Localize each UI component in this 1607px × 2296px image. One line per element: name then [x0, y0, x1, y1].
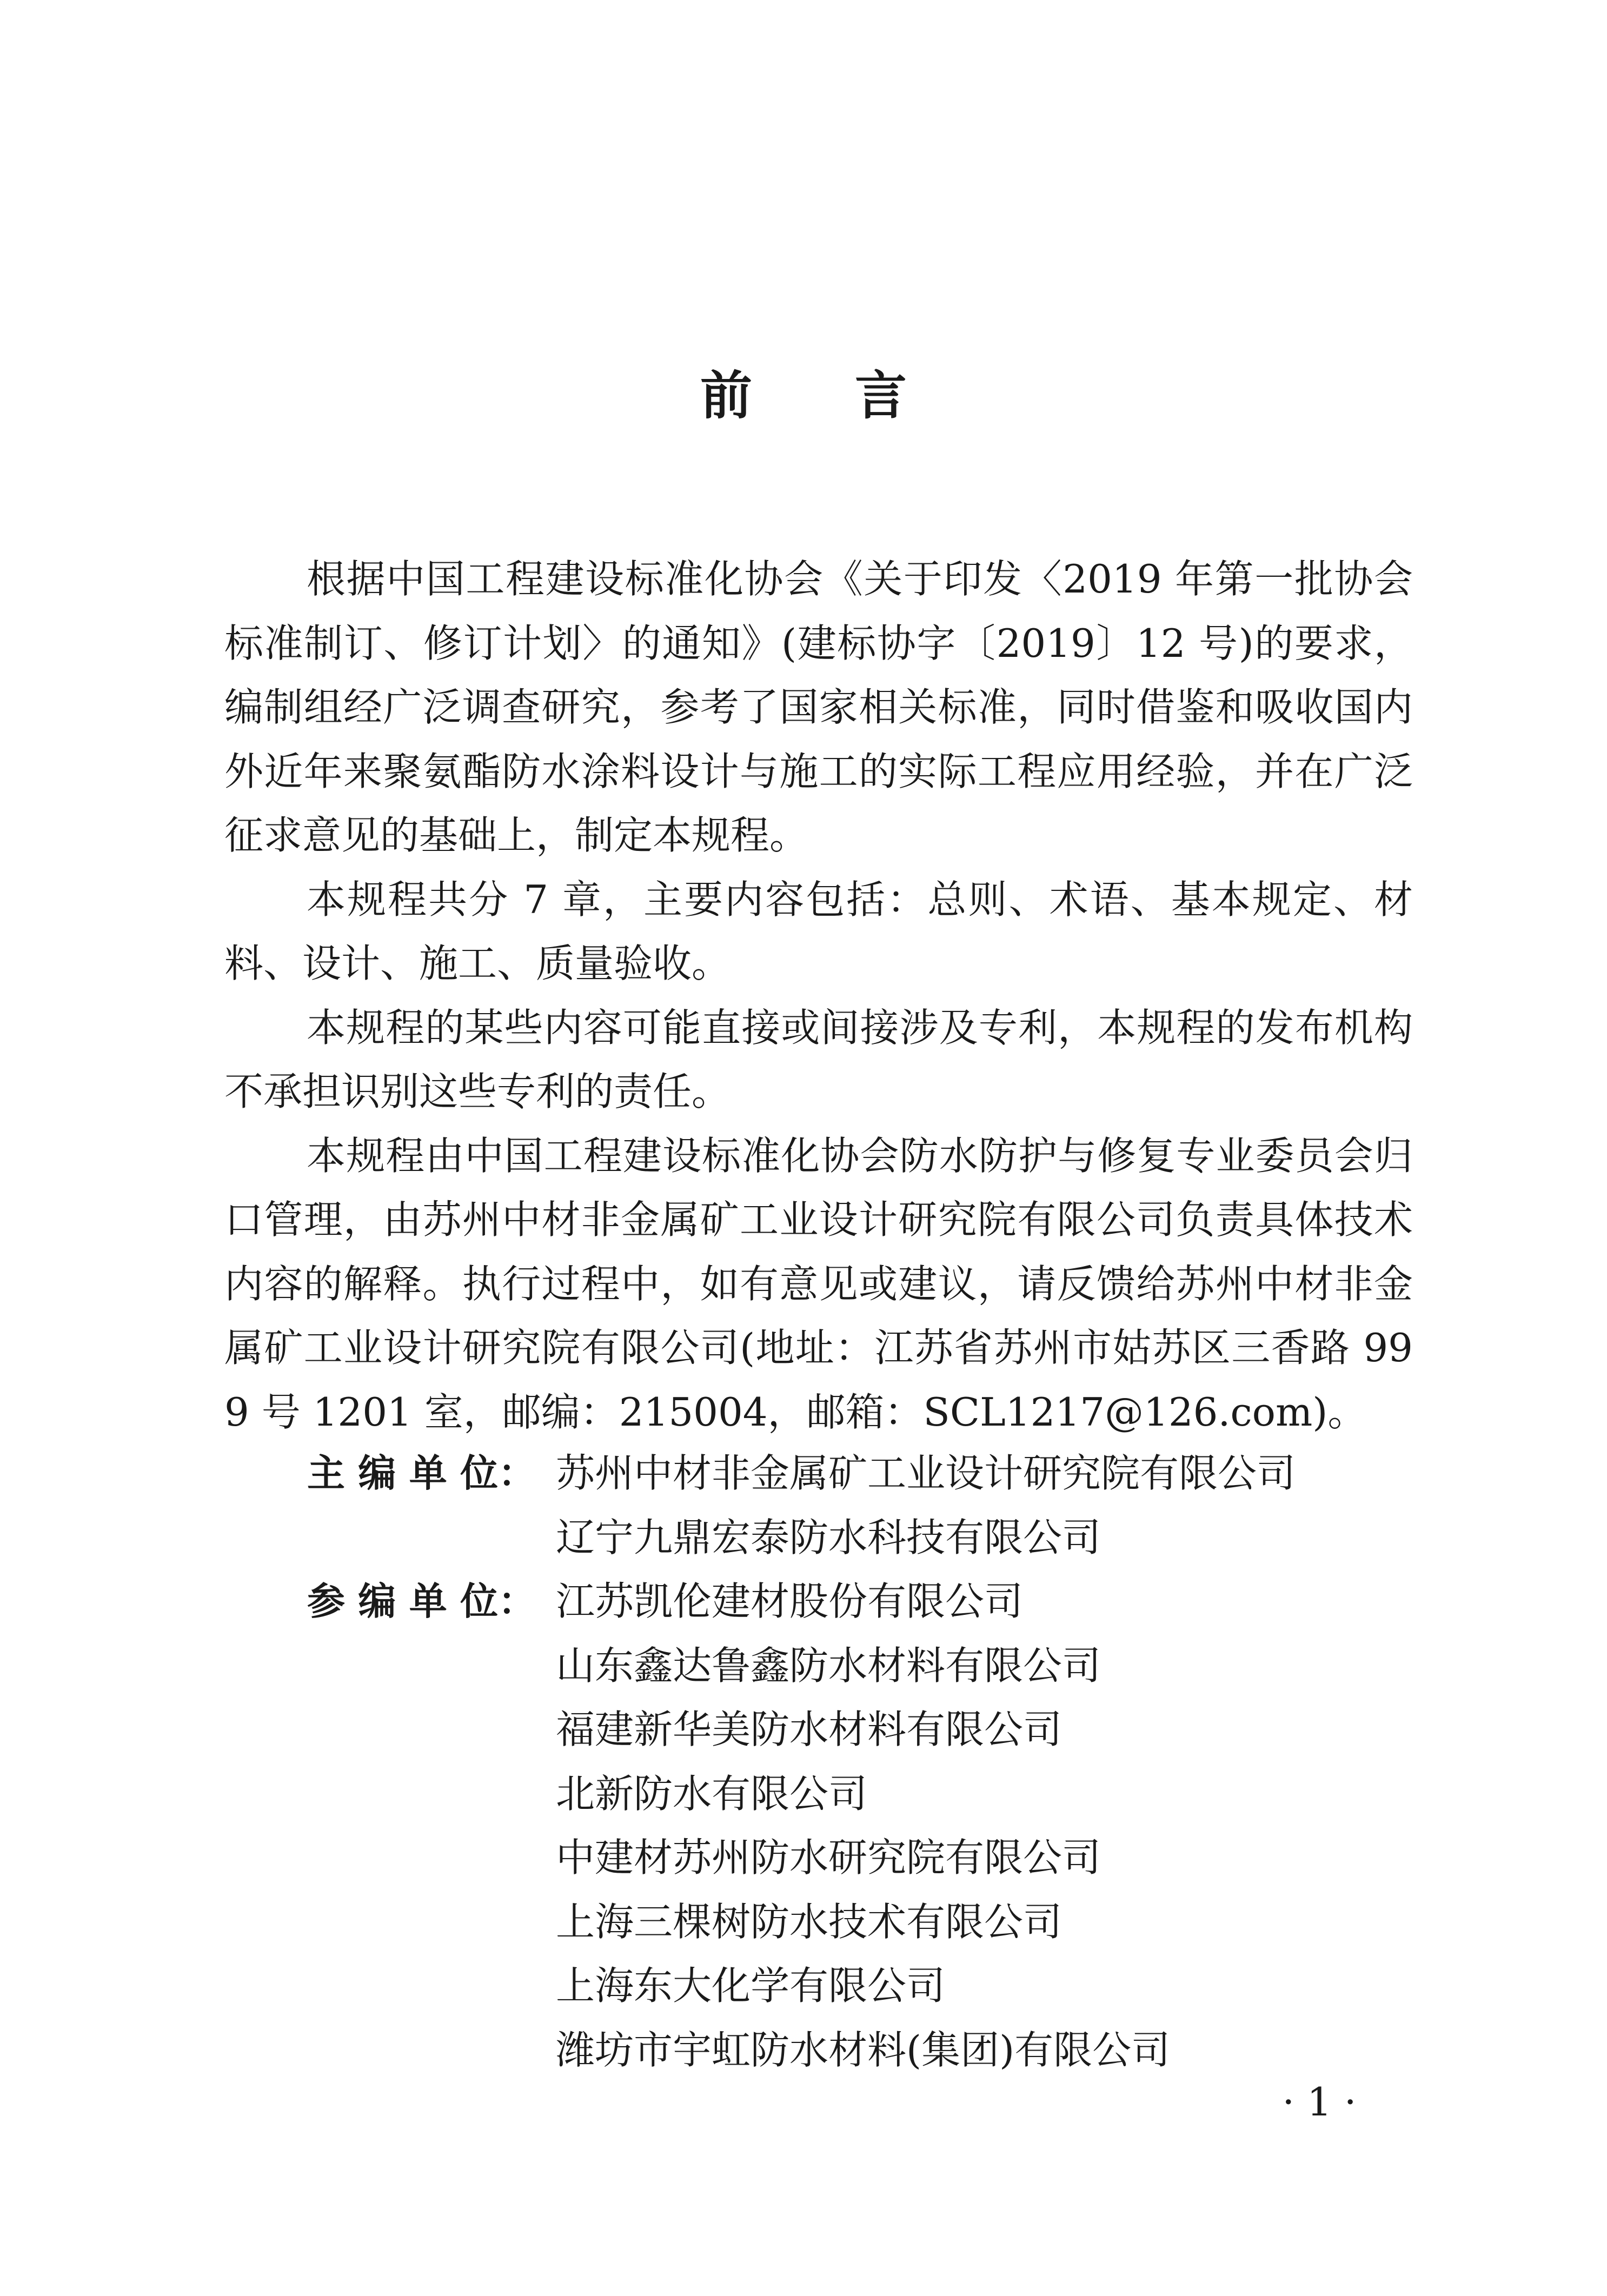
list-item: 中建材苏州防水研究院有限公司: [556, 1835, 1101, 1880]
paragraph: 本规程由中国工程建设标准化协会防水防护与修复专业委员会归口管理，由苏州中材非金属矿工业设计研究院有限公司负责具体技术内容的解释。执行过程中，如有意见或建议，请反馈给苏州中材非金属矿工业设计研究院有限公司(地址：江苏省苏州市姑苏区三香路 999 号 1201 室，邮编：215004，邮箱：SCL1217@126.com)。: [224, 1133, 1413, 1435]
paragraph: 根据中国工程建设标准化协会《关于印发〈2019 年第一批协会标准制订、修订计划〉的通知》(建标协字〔2019〕12 号)的要求，编制组经广泛调查研究，参考了国家相关标准，同时借鉴和吸收国内外近年来聚氨酯防水涂料设计与施工的实际工程应用经验，并在广泛征求意见的基础上，制定本规程。: [224, 556, 1413, 858]
paragraph: 本规程的某些内容可能直接或间接涉及专利，本规程的发布机构不承担识别这些专利的责任。: [224, 1004, 1413, 1114]
list-item: 福建新华美防水材料有限公司: [556, 1707, 1063, 1752]
participating-units-list: [556, 1569, 1170, 2082]
list-item: 苏州中材非金属矿工业设计研究院有限公司: [556, 1450, 1296, 1496]
page-number: · 1 ·: [1282, 2079, 1357, 2125]
title-char-1: 前: [700, 365, 752, 426]
participating-units-label: 参 编 单 位：: [307, 1579, 536, 1623]
list-item: 江苏凯伦建材股份有限公司: [556, 1579, 1024, 1624]
list-item: 山东鑫达鲁鑫防水材料有限公司: [556, 1642, 1101, 1688]
list-item: 北新防水有限公司: [556, 1771, 868, 1816]
title-char-2: 言: [855, 365, 907, 426]
list-item: 上海三棵树防水技术有限公司: [556, 1899, 1063, 1945]
participating-units: [307, 1569, 1443, 2082]
units-section: [307, 1441, 1443, 2082]
chief-units-label: 主 编 单 位：: [307, 1451, 536, 1495]
preface-body: [224, 547, 1413, 1444]
list-item: 上海东大化学有限公司: [556, 1963, 946, 2008]
list-item: 辽宁九鼎宏泰防水科技有限公司: [556, 1514, 1101, 1560]
list-item: 潍坊市宇虹防水材料(集团)有限公司: [556, 2027, 1171, 2073]
paragraph: 本规程共分 7 章，主要内容包括：总则、术语、基本规定、材料、设计、施工、质量验收。: [224, 876, 1413, 986]
chief-units: [307, 1441, 1443, 1569]
page-title: [0, 363, 1607, 428]
chief-units-list: [556, 1441, 1296, 1569]
